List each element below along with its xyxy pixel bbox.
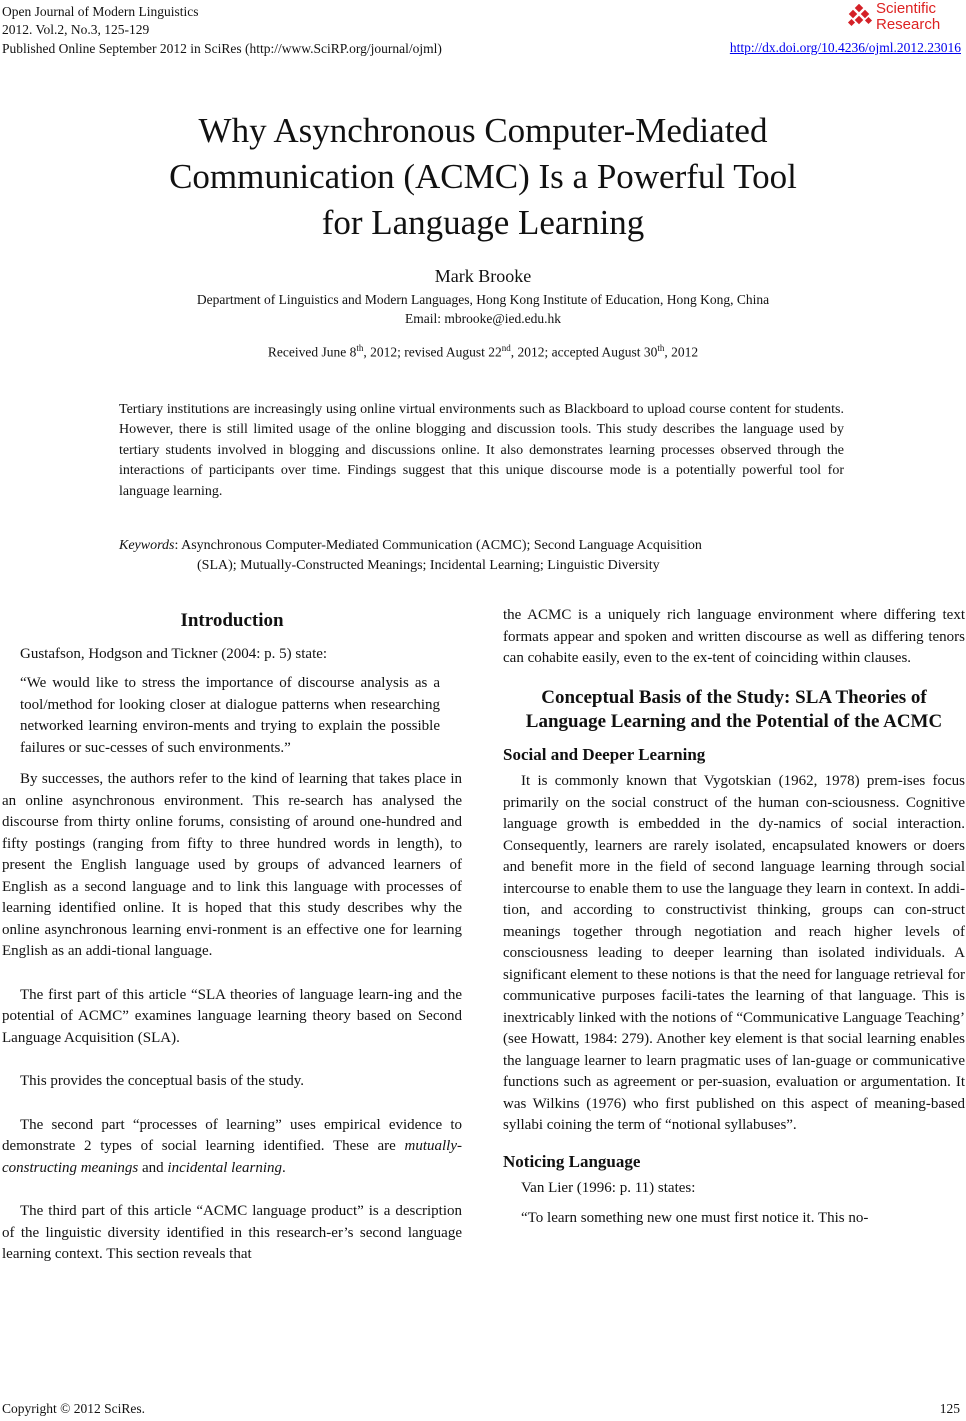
scientific-research-logo-icon <box>846 4 874 30</box>
affiliation-text: Department of Linguistics and Modern Languages, Hong Kong Institute of Education, Hong Kong, China <box>196 292 770 307</box>
keywords-line2: (SLA); Mutually-Constructed Meanings; Incidental Learning; Linguistic Diversity <box>197 558 660 574</box>
received-dates: Received June 8th, 2012; revised August 22nd, 2012; accepted August 30th, 2012 <box>267 343 699 360</box>
paragraph: The third part of this article “ACMC language product” is a description of the linguistic diversity identified in this research-er’s second language learning context. This section reveals that <box>2 1203 462 1262</box>
paragraph: It is commonly known that Vygotskian (1962, 1978) prem-ises focus primarily on the social construct of the human con-sciousness. Cognitive language growth is embedded in the dy-namics of social interaction. Consequently, learners are rarely isolated, encapsulated knowers or doers and benefit more in the field of second language learning through social intercourse to enable them to use the language they learn in context. In addi-tion, and according to constructivist thinking, groups can con-struct meanings together through negotiation and reach higher levels of consciousness leading to deeper learning than isolated individuals. A significant element to these notions is that the need for language retrieval for communicative purposes facili-tates the learning of that language. This is inextricably linked with the notions of “Communicative Language Teaching’ (see Howatt, 1984: 279). Another key element is that social learning enables the language learner to learn pragmatic uses of lan-guage or communicative functions such as agreement or per-suasion, evaluation or argumentation. It was Wilkins (1976) who first published on this aspect of meaning-based syllabi coining the term of “notional syllabuses”. <box>503 773 965 1133</box>
title-line: Why Asynchronous Computer-Mediated <box>198 111 768 150</box>
page-number: 125 <box>939 1401 960 1416</box>
emphasis: mutually-constructing meanings <box>2 1138 462 1176</box>
section-heading-conceptual-basis: Conceptual Basis of the Study: SLA Theories of Language Learning and the Potential of the ACMC <box>525 686 943 732</box>
doi-link[interactable]: http://dx.doi.org/10.4236/ojml.2012.23016 <box>729 40 961 55</box>
title-line: Communication (ACMC) Is a Powerful Tool <box>169 157 797 196</box>
block-quote: “We would like to stress the importance of discourse analysis as a tool/method for looking closer at dialogue patterns when researching networked learning environ-ments and trying to explain the possible failures or suc-cesses of such environments.” <box>20 675 440 756</box>
keywords-label: Keywords <box>119 538 175 553</box>
paragraph: the ACMC is a uniquely rich language environment where differing text formats appear and spoken and written discourse as well as differing tenors can cohabite easily, even to the ex-tent of coinciding within clauses. <box>503 607 965 666</box>
keywords <box>119 536 844 577</box>
published-info: Published Online September 2012 in SciRes (http://www.SciRP.org/journal/ojml) <box>2 41 442 56</box>
publisher-logo <box>846 0 961 36</box>
abstract: Tertiary institutions are increasingly using online virtual environments such as Blackboard to upload course content for students. However, there is still limited usage of the online blogging and discussion tools. This study describes the language used by tertiary students involved in blogging and discussions online. It also demonstrates learning processes observed through the interactions of participants over time. Findings suggest that this unique discourse mode is a potentially powerful tool for language learning. <box>119 402 844 499</box>
citation-intro: Van Lier (1996: p. 11) states: <box>521 1180 696 1196</box>
logo-text-line2: Research <box>876 16 941 33</box>
left-column <box>2 610 462 1266</box>
author-name: Mark Brooke <box>434 266 532 286</box>
paragraph: The first part of this article “SLA theories of language learn-ing and the potential of ACMC” examines language learning theory based on Second Language Acquisition (SLA). <box>2 986 462 1046</box>
section-heading-introduction: Introduction <box>180 610 284 631</box>
keywords-line1: : Asynchronous Computer-Mediated Communication (ACMC); Second Language Acquisition <box>174 538 702 553</box>
affiliation <box>0 290 966 328</box>
right-column <box>503 605 965 1229</box>
subheading-social-learning: Social and Deeper Learning <box>503 744 706 764</box>
paragraph: This provides the conceptual basis of the study. <box>20 1073 304 1089</box>
logo-text-line1: Scientific <box>876 0 937 17</box>
title-line: for Language Learning <box>321 203 645 242</box>
volume-info: 2012. Vol.2, No.3, 125-129 <box>2 22 150 37</box>
block-quote: “To learn something new one must first notice it. This no- <box>521 1209 869 1226</box>
paragraph: The second part “processes of learning” uses empirical evidence to demonstrate 2 types of social learning identified. These are mutually-constructing meanings and incidental learning. <box>2 1116 462 1176</box>
citation-intro: Gustafson, Hodgson and Tickner (2004: p. 5) state: <box>20 645 328 662</box>
paragraph: By successes, the authors refer to the kind of learning that takes place in an online asynchronous environment. This re-search has analysed the discourse from thirty online forums, consisting of around one-hundred and fifty postings (ranging from fifty to three hundred words in length), to present the English language used by groups of advanced learners of English as a second language and to link this language with processes of learning identified online. It is hoped that this study describes why the online asynchronous learning envi-ronment is an effective one for learning English as an addi-tional language. <box>2 771 462 959</box>
subheading-noticing-language: Noticing Language <box>503 1151 641 1171</box>
copyright: Copyright © 2012 SciRes. <box>2 1401 146 1416</box>
paper-title <box>0 108 966 246</box>
journal-name: Open Journal of Modern Linguistics <box>2 4 199 19</box>
emphasis: incidental learning <box>167 1159 282 1176</box>
author-email: Email: mbrooke@ied.edu.hk <box>404 311 562 326</box>
